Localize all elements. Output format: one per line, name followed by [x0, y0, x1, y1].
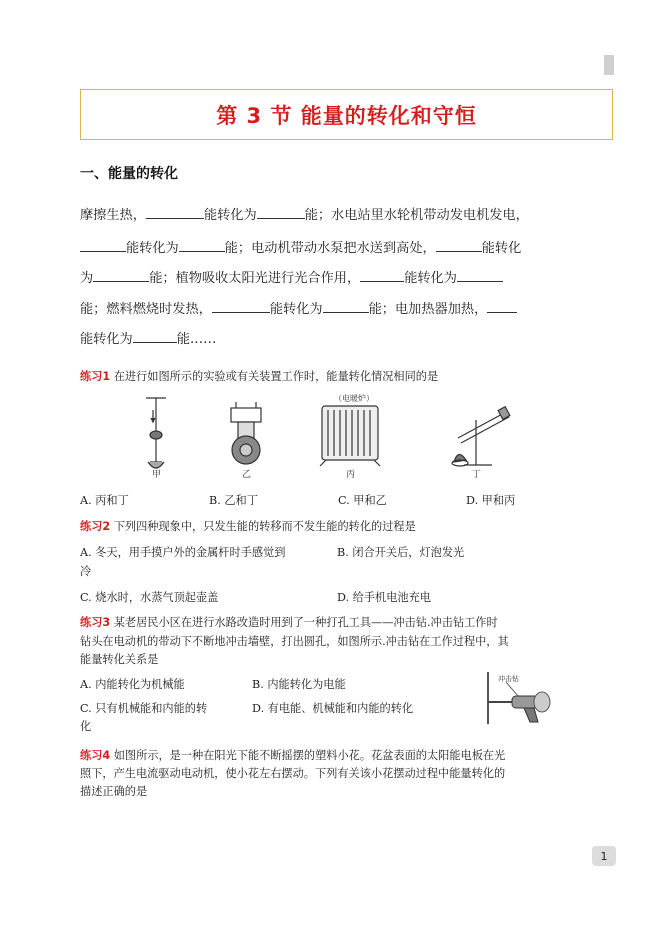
blank[interactable] [436, 238, 482, 252]
fill-line-4 [80, 298, 585, 317]
fill-text: 能转化为 [126, 241, 179, 256]
fill-text: 能；电加热器加热， [368, 302, 488, 317]
ex2-option-b[interactable]: B. 闭合开关后，灯泡发光 [337, 546, 465, 559]
blank[interactable] [323, 299, 369, 313]
ex3-option-a[interactable]: A. 内能转化为机械能 [80, 678, 185, 691]
exercise-4-question-3: 描述正确的是 [80, 785, 148, 798]
caption-jia: 甲 [152, 470, 162, 480]
exercise-2-question [80, 518, 416, 534]
test-tube-figure [452, 407, 510, 466]
exercise-label: 练习4 [80, 749, 111, 762]
exercise-label: 练习3 [80, 616, 111, 629]
fill-text: 能转化为 [269, 302, 323, 317]
ex1-option-a[interactable]: A. 丙和丁 [80, 494, 129, 507]
exercise-1-question [80, 368, 438, 384]
fill-text: 能；植物吸收太阳光进行光合作用， [149, 271, 361, 286]
question-text: 下列四种现象中，只发生能的转移而不发生能的转化的过程是 [113, 520, 416, 533]
fill-text: 能；燃料燃烧时发热， [80, 302, 212, 317]
blank[interactable] [146, 205, 204, 219]
ex3-option-c-cont: 化 [80, 720, 92, 733]
ex2-option-a[interactable]: A. 冬天，用手摸户外的金属杆时手感觉到 [80, 546, 286, 559]
blank[interactable] [80, 238, 126, 252]
blank[interactable] [133, 329, 177, 343]
fill-text: 能转化为 [404, 271, 457, 286]
ex2-option-a-cont: 冷 [80, 565, 92, 578]
fill-line-5 [80, 328, 585, 347]
caption-bing: 丙 [346, 470, 356, 480]
ex3-option-d[interactable]: D. 有电能、机械能和内能的转化 [252, 702, 414, 715]
ex3-option-c[interactable]: C. 只有机械能和内能的转 [80, 702, 208, 715]
fill-text: 能；电动机带动水泵把水送到高处， [224, 241, 436, 256]
question-text: 在进行如图所示的实验或有关装置工作时，能量转化情况相同的是 [113, 370, 439, 383]
apparatus-illustration [136, 390, 518, 480]
exercise-3-question-2: 钻头在电动机的带动下不断地冲击墙壁，打出圆孔，如图所示.冲击钻在工作过程中，其 [80, 635, 509, 648]
exercise-1-figures [136, 390, 518, 480]
caption-yi: 乙 [242, 470, 252, 480]
ex1-option-c[interactable]: C. 甲和乙 [338, 494, 387, 507]
drill-label: 冲击钻 [498, 675, 519, 683]
ex1-option-d[interactable]: D. 甲和丙 [466, 494, 516, 507]
engine-figure [231, 402, 261, 464]
blank[interactable] [360, 268, 404, 282]
heater-figure [320, 406, 380, 466]
exercise-label: 练习2 [80, 520, 111, 533]
fill-text: 能转化为 [203, 208, 257, 223]
title-box [80, 89, 613, 140]
ex2-option-c[interactable]: C. 烧水时，水蒸气顶起壶盖 [80, 591, 219, 604]
fill-text: 能转化 [481, 241, 522, 256]
fill-text: 能转化为 [80, 332, 133, 347]
impact-drill-image [484, 672, 554, 724]
exercise-3-question-3: 能量转化关系是 [80, 653, 159, 666]
exercise-3-question-1 [80, 614, 498, 630]
fill-line-1 [80, 204, 585, 223]
fill-text: 为 [80, 271, 94, 286]
fill-line-3 [80, 267, 585, 286]
fill-text: 能…… [176, 332, 217, 347]
blank[interactable] [257, 205, 305, 219]
page-number: 1 [592, 846, 616, 866]
blank[interactable] [457, 268, 503, 282]
section-heading: 一、能量的转化 [80, 166, 178, 182]
caption-ding: 丁 [472, 470, 482, 480]
blank[interactable] [93, 268, 149, 282]
page-corner-tab [604, 55, 614, 75]
fill-line-2 [80, 237, 585, 256]
question-text: 如图所示，是一种在阳光下能不断摇摆的塑料小花。花盆表面的太阳能电板在光 [113, 749, 506, 762]
ex2-option-d[interactable]: D. 给手机电池充电 [337, 591, 431, 604]
pendulum-figure [146, 398, 166, 468]
page-title: 第 3 节 能量的转化和守恒 [216, 103, 477, 128]
exercise-label: 练习1 [80, 370, 111, 383]
ex3-option-b[interactable]: B. 内能转化为电能 [252, 678, 346, 691]
blank[interactable] [487, 299, 517, 313]
fill-text: 能；水电站里水轮机带动发电机发电， [304, 208, 529, 223]
question-text: 某老居民小区在进行水路改造时用到了一种打孔工具——冲击钻.冲击钻工作时 [113, 616, 498, 629]
exercise-4-question-2: 照下，产生电流驱动电动机，使小花左右摆动。下列有关该小花摆动过程中能量转化的 [80, 767, 506, 780]
blank[interactable] [212, 299, 270, 313]
exercise-4-question-1 [80, 747, 505, 763]
blank[interactable] [179, 238, 225, 252]
ex1-option-b[interactable]: B. 乙和丁 [209, 494, 258, 507]
fill-text: 摩擦生热， [80, 208, 146, 223]
heater-label: （电暖炉） [334, 394, 374, 403]
